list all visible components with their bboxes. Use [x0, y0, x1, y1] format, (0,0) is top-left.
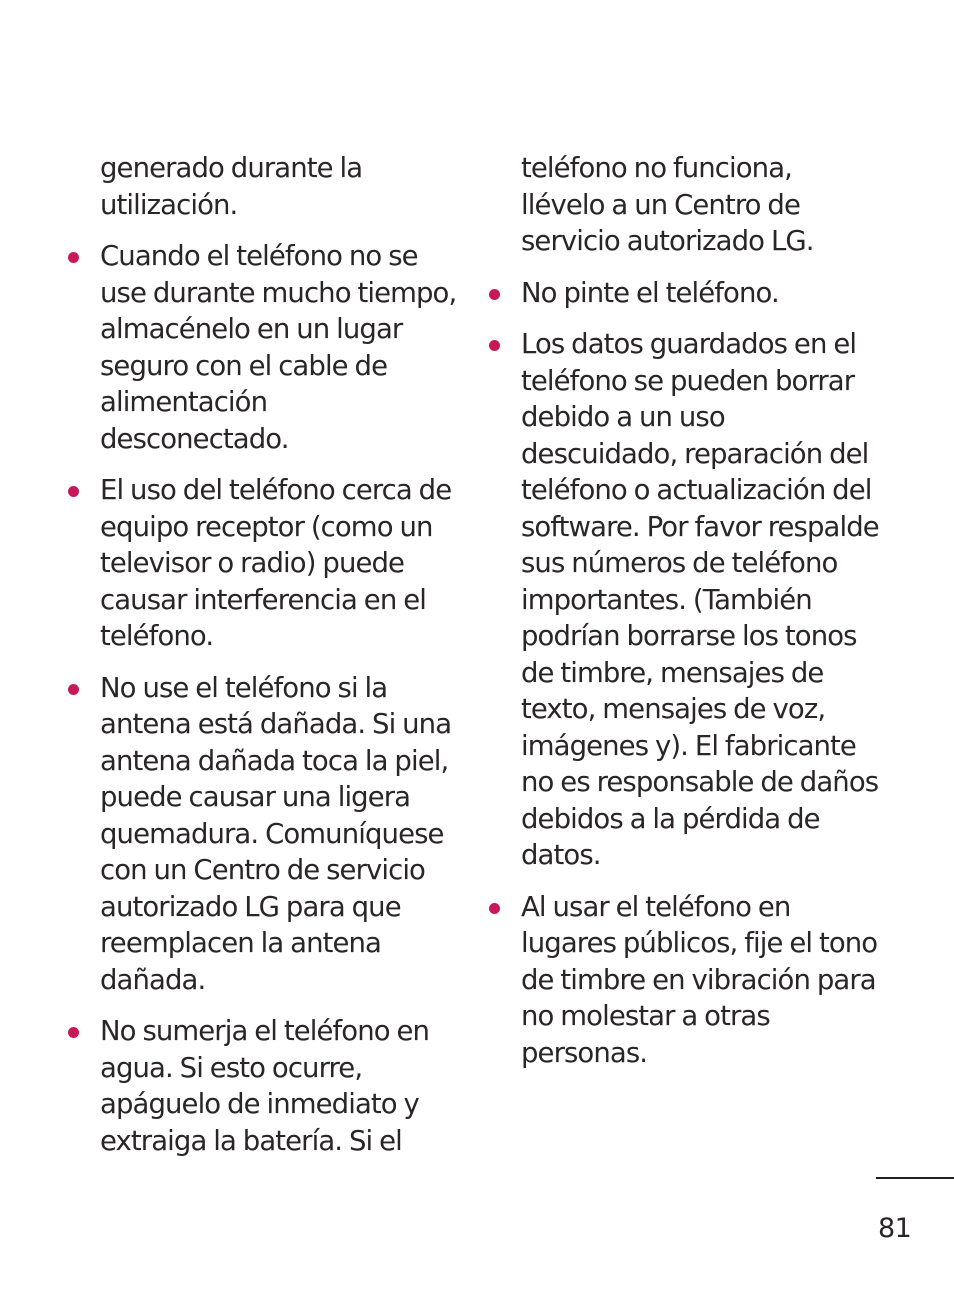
bullet-icon — [489, 340, 500, 351]
list-item — [100, 472, 460, 655]
list-item-text: No sumerja el teléfono en agua. Si esto ocurre, apáguelo de inmediato y extraiga la batería. Si el — [100, 1015, 430, 1157]
list-item — [521, 889, 881, 1072]
right-column — [521, 150, 881, 1086]
list-item — [521, 326, 881, 874]
list-item-text: Al usar el teléfono en lugares públicos, fije el tono de timbre en vibración para no molestar a otras personas. — [521, 890, 878, 1069]
footer-divider — [876, 1177, 954, 1179]
bullet-icon — [489, 903, 500, 914]
list-item-text: Los datos guardados en el teléfono se pueden borrar debido a un uso descuidado, reparación del teléfono o actualización del software. Por favor respalde sus números de teléfono importantes. (También podrían borrarse los tonos de timbre, mensajes de texto, mensajes de voz, imágenes y). El fabricante no es responsable de daños debidos a la pérdida de datos. — [521, 328, 879, 871]
continuation-paragraph: teléfono no funciona, llévelo a un Centro de servicio autorizado LG. — [521, 152, 814, 257]
left-column — [100, 150, 460, 1174]
list-item — [100, 670, 460, 999]
list-item — [521, 275, 881, 312]
list-item-text: No use el teléfono si la antena está dañada. Si una antena dañada toca la piel, puede causar una ligera quemadura. Comuníquese con un Centro de servicio autorizado LG para que reemplacen la antena dañada. — [100, 671, 452, 996]
bullet-icon — [68, 486, 79, 497]
page-number: 81 — [878, 1213, 912, 1244]
list-item — [100, 238, 460, 457]
bullet-icon — [68, 252, 79, 263]
list-item — [100, 1013, 460, 1159]
list-item-text: El uso del teléfono cerca de equipo receptor (como un televisor o radio) puede causar interferencia en el teléfono. — [100, 474, 452, 652]
list-item-text: No pinte el teléfono. — [521, 276, 779, 309]
bullet-icon — [68, 1027, 79, 1038]
bullet-icon — [489, 289, 500, 300]
bullet-icon — [68, 684, 79, 695]
list-item-text: Cuando el teléfono no se use durante mucho tiempo, almacénelo en un lugar seguro con el cable de alimentación desconectado. — [100, 240, 457, 455]
continuation-paragraph: generado durante la utilización. — [100, 152, 363, 221]
